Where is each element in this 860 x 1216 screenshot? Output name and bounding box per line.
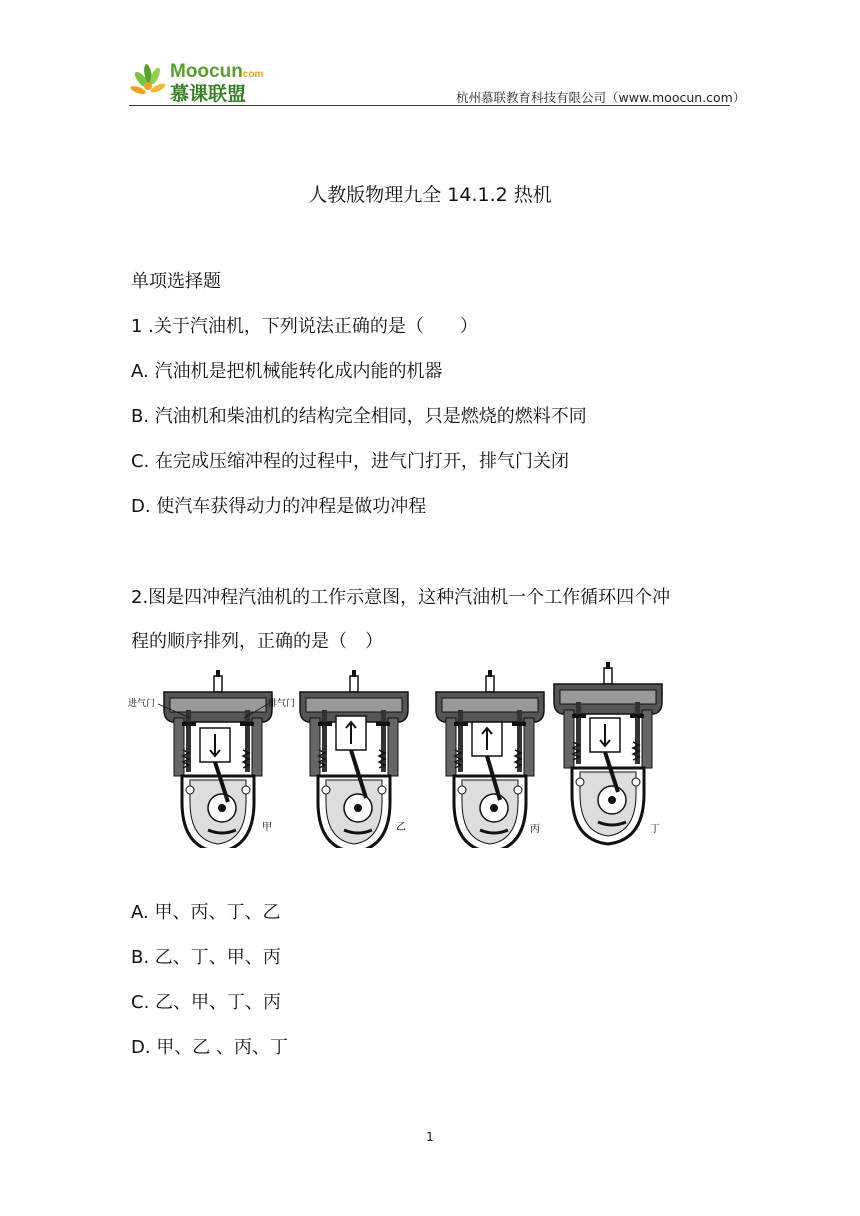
logo-chinese: 慕课联盟 — [170, 83, 247, 104]
question-1-option-d: D. 使汽车获得动力的冲程是做功冲程 — [131, 496, 427, 517]
question-2-stem-line-2: 程的顺序排列，正确的是（ ） — [131, 631, 383, 652]
moocun-logo — [128, 58, 288, 104]
question-2-option-b: B. 乙、丁、甲、丙 — [131, 947, 281, 968]
question-2-option-c: C. 乙、甲、丁、丙 — [131, 992, 282, 1013]
exhaust-valve-label: 排气门 — [268, 699, 296, 709]
intake-valve-label: 进气门 — [128, 699, 156, 709]
question-2-option-d: D. 甲、乙 、丙、丁 — [131, 1037, 289, 1058]
logo-latin: Moocun — [170, 61, 243, 82]
document-title: 人教版物理九全 14.1.2 热机 — [308, 184, 552, 206]
logo-domain: .com — [240, 69, 264, 80]
question-2-stem-line-1: 2.图是四冲程汽油机的工作示意图，这种汽油机一个工作循环四个冲 — [131, 587, 671, 608]
engine-panel-yi — [300, 670, 408, 848]
panel-label-yi: 乙 — [396, 822, 406, 833]
question-2-option-a: A. 甲、丙、丁、乙 — [131, 902, 281, 923]
engine-panel-bing — [436, 670, 544, 848]
leaf-icon — [129, 64, 166, 96]
panel-label-jia: 甲 — [262, 822, 272, 833]
question-1-option-c: C. 在完成压缩冲程的过程中，进气门打开，排气门关闭 — [131, 451, 570, 472]
engine-stroke-diagram — [128, 662, 668, 848]
section-heading: 单项选择题 — [131, 271, 221, 292]
header-divider — [129, 105, 730, 106]
panel-label-ding: 丁 — [650, 824, 660, 835]
question-1-option-b: B. 汽油机和柴油机的结构完全相同，只是燃烧的燃料不同 — [131, 406, 587, 427]
engine-panel-jia — [164, 670, 272, 848]
page-number: 1 — [426, 1130, 434, 1144]
company-name: 杭州慕联教育科技有限公司（www.moocun.com） — [456, 90, 746, 105]
engine-panel-ding — [554, 662, 662, 844]
question-1-option-a: A. 汽油机是把机械能转化成内能的机器 — [131, 361, 443, 382]
panel-label-bing: 丙 — [530, 824, 540, 835]
question-1-stem: 1 .关于汽油机，下列说法正确的是（ ） — [131, 316, 478, 337]
